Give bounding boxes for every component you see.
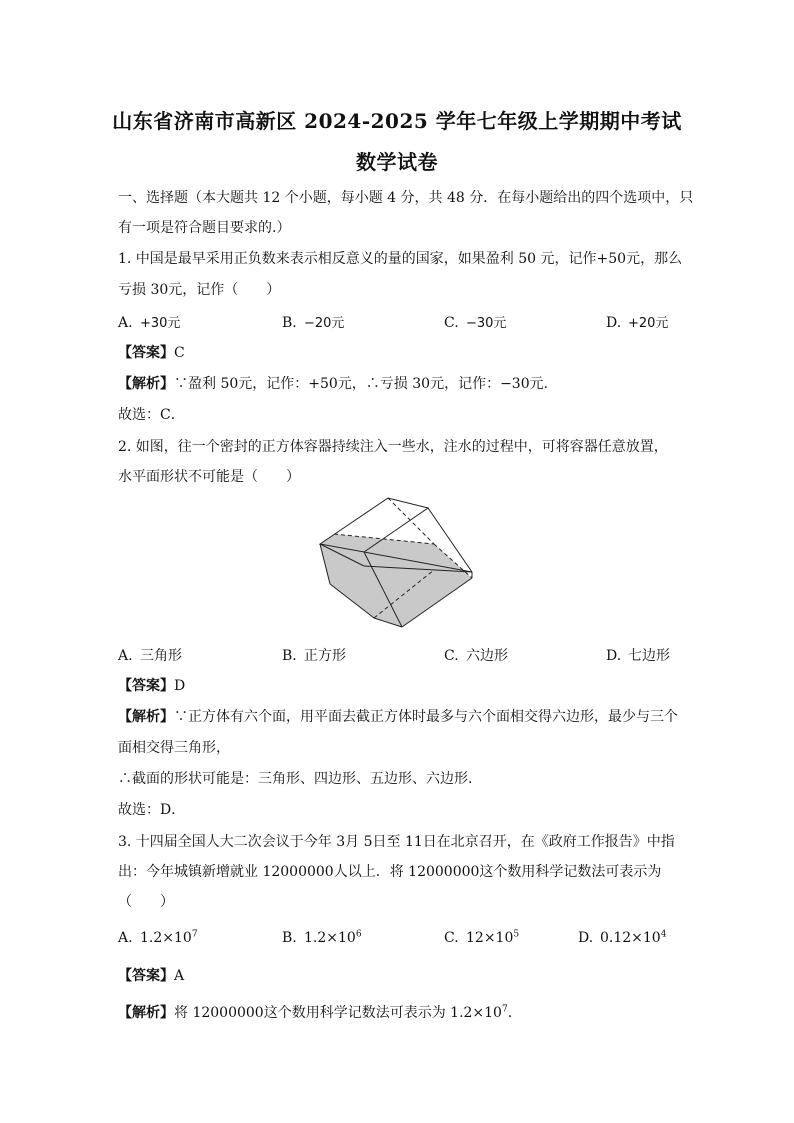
option-base: 12×10 (466, 930, 514, 946)
answer-label: 【答案】 (118, 968, 174, 984)
answer-value: D (174, 678, 186, 694)
option-text: 六边形 (466, 648, 508, 664)
q3-stem-line1: 3. 十四届全国人大二次会议于今年 3月 5日至 11日在北京召开，在《政府工作报告》中指 (118, 834, 675, 850)
option-text: +30元 (140, 316, 181, 331)
q2-option-c (444, 645, 508, 665)
analysis-label: 【解析】 (118, 709, 174, 725)
q1-stem-line1: 1. 中国是最早采用正负数来表示相反意义的量的国家，如果盈利 50 元，记作+50元，那么 (118, 251, 683, 267)
q2-stem-line2: 水平面形状不可能是（ ） (118, 469, 300, 485)
q1-conclusion: 故选：C． (118, 407, 185, 423)
q2-analysis-line3: ∴截面的形状可能是：三角形、四边形、五边形、六边形. (118, 771, 473, 787)
option-exponent: 7 (191, 929, 198, 940)
option-exponent: 4 (660, 929, 667, 940)
analysis-suffix: . (507, 1005, 513, 1021)
answer-value: A (174, 968, 185, 984)
option-letter: B. (282, 930, 297, 946)
q2-answer (118, 676, 688, 696)
q3-options (118, 930, 688, 952)
q3-answer (118, 966, 688, 986)
option-exponent: 6 (355, 929, 362, 940)
q3-option-a (118, 930, 198, 946)
q2-analysis-line2: 面相交得三角形， (118, 740, 230, 756)
option-letter: A. (118, 930, 133, 946)
q2-option-a (118, 645, 182, 665)
q1-option-c (444, 312, 506, 331)
option-letter: D. (578, 930, 594, 946)
q3-stem-line3: （ ） (118, 894, 174, 910)
option-text: 三角形 (140, 648, 182, 664)
analysis-text: ∵正方体有六个面，用平面去截正方体时最多与六个面相交得六边形，最少与三个 (174, 709, 678, 725)
q1-option-b (282, 312, 344, 331)
q3-option-c (444, 930, 519, 946)
section-intro-line1: 一、选择题（本大题共 12 个小题，每小题 4 分，共 48 分．在每小题给出的四个选项中，只 (118, 190, 694, 206)
q1-option-d (606, 312, 668, 331)
q2-options (118, 645, 688, 667)
analysis-text: 将 12000000这个数用科学记数法可表示为 1.2×10 (174, 1005, 502, 1021)
option-text: 正方形 (304, 648, 346, 664)
option-letter: C. (444, 930, 459, 946)
option-letter: B. (282, 648, 297, 664)
option-base: 0.12×10 (600, 930, 661, 946)
option-base: 1.2×10 (140, 930, 192, 946)
option-base: 1.2×10 (304, 930, 356, 946)
q2-option-b (282, 645, 346, 665)
option-text: 七边形 (628, 648, 670, 664)
option-letter: B. (282, 315, 297, 331)
q1-analysis (118, 374, 688, 394)
exam-subtitle: 数学试卷 (356, 150, 438, 174)
q2-conclusion: 故选：D． (118, 802, 186, 818)
q3-stem-line2: 出：今年城镇新增就业 12000000人以上．将 12000000这个数用科学记数法可表示为 (118, 864, 662, 880)
analysis-label: 【解析】 (118, 1005, 174, 1021)
section-intro-line2: 有一项是符合题目要求的.） (118, 220, 291, 236)
analysis-text: ∵盈利 50元，记作：+50元，∴亏损 30元，记作：−30元. (174, 376, 549, 392)
option-letter: D. (606, 315, 622, 331)
option-letter: C. (444, 648, 459, 664)
option-letter: A. (118, 315, 133, 331)
option-exponent: 5 (513, 929, 520, 940)
analysis-label: 【解析】 (118, 376, 174, 392)
q2-analysis-line1 (118, 707, 688, 727)
answer-label: 【答案】 (118, 678, 174, 694)
q3-option-d (578, 930, 666, 946)
q2-option-d (606, 645, 670, 665)
q3-option-b (282, 930, 362, 946)
option-text: +20元 (628, 316, 669, 331)
exam-title: 山东省济南市高新区 2024-2025 学年七年级上学期期中考试 (112, 109, 682, 133)
option-letter: C. (444, 315, 459, 331)
option-letter: D. (606, 648, 622, 664)
answer-label: 【答案】 (118, 345, 174, 361)
q1-answer (118, 343, 688, 363)
option-letter: A. (118, 648, 133, 664)
q2-stem-line1: 2. 如图，往一个密封的正方体容器持续注入一些水，注水的过程中，可将容器任意放置， (118, 439, 668, 455)
q3-analysis (118, 1003, 688, 1023)
analysis-exponent: 7 (501, 1004, 508, 1015)
q1-option-a (118, 312, 180, 331)
option-text: −30元 (466, 316, 507, 331)
tilted-cube-figure (312, 494, 482, 630)
q1-stem-line2: 亏损 30元，记作（ ） (118, 282, 281, 298)
answer-value: C (174, 345, 185, 361)
q1-options (118, 312, 688, 334)
option-text: −20元 (304, 316, 345, 331)
